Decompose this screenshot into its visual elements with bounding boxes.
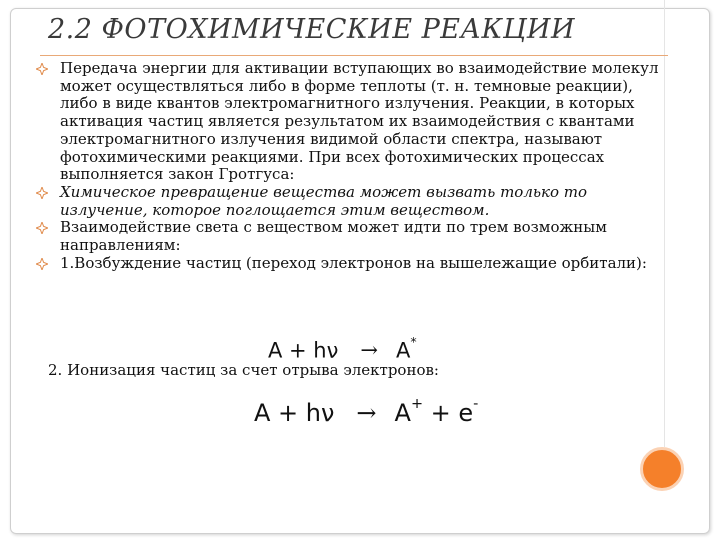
hollow-diamond-bullet-icon bbox=[36, 63, 48, 75]
excitation-formula bbox=[268, 334, 417, 362]
formula-lhs: A + hν bbox=[254, 398, 335, 427]
decorative-orange-circle bbox=[640, 447, 684, 491]
ionization-formula bbox=[254, 396, 478, 427]
ionization-step-text: 2. Ионизация частиц за счет отрыва электронов: bbox=[48, 361, 439, 379]
bullet-text: Передача энергии для активации вступающих во взаимодействие молекул может осуществляться либо в форме теплоты (т. н. темновые реакции), либо в виде квантов электромагнитного излучения. Реакции, в которых активация частиц является результатом их взаимодействия с квантами электромагнитного излучения видимой области спектра, называют фотохимическими реакциями. При всех фотохимических процессах выполняется закон Гротгуса: bbox=[60, 59, 659, 184]
bullet-list bbox=[34, 60, 674, 272]
reaction-arrow: → bbox=[360, 338, 378, 363]
reaction-arrow: → bbox=[356, 398, 377, 427]
slide-title: 2.2 ФОТОХИМИЧЕСКИЕ РЕАКЦИИ bbox=[48, 14, 576, 45]
electron-charge: - bbox=[473, 396, 479, 412]
formula-ion: A bbox=[394, 398, 411, 427]
excited-mark: * bbox=[410, 334, 417, 349]
bullet-item-2 bbox=[34, 184, 674, 219]
title-divider bbox=[40, 55, 668, 56]
hollow-diamond-bullet-icon bbox=[36, 222, 48, 234]
formula-electron: + e bbox=[423, 398, 474, 427]
hollow-diamond-bullet-icon bbox=[36, 258, 48, 270]
bullet-text: Взаимодействие света с веществом может идти по трем возможным направлениям: bbox=[60, 218, 607, 255]
hollow-diamond-bullet-icon bbox=[36, 187, 48, 199]
bullet-text: Химическое превращение вещества может вызвать только то излучение, которое поглощается этим веществом. bbox=[60, 182, 588, 219]
formula-rhs: A bbox=[395, 338, 411, 363]
formula-lhs: A + hν bbox=[268, 338, 339, 363]
ion-charge: + bbox=[410, 396, 423, 412]
bullet-item-4 bbox=[34, 255, 674, 273]
bullet-item-1 bbox=[34, 60, 674, 184]
bullet-item-3 bbox=[34, 219, 674, 254]
bullet-text: 1.Возбуждение частиц (переход электронов на вышележащие орбитали): bbox=[60, 253, 647, 272]
